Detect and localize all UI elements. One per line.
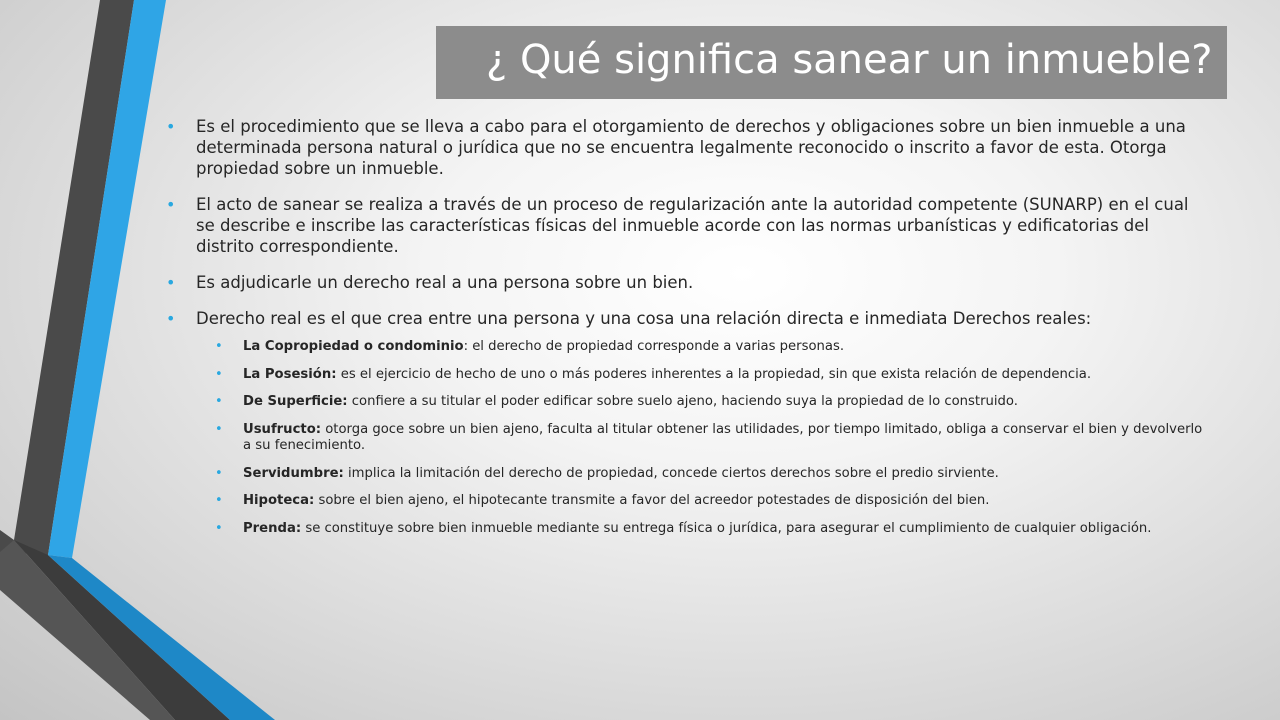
bullet-dot-icon: • bbox=[166, 273, 176, 292]
sub-bullet-text: implica la limitación del derecho de propiedad, concede ciertos derechos sobre el predio sirviente. bbox=[343, 465, 999, 481]
sub-bullet-text: : el derecho de propiedad corresponde a varias personas. bbox=[463, 339, 845, 354]
sub-bullet-text: confiere a su titular el poder edificar sobre suelo ajeno, haciendo suya la propiedad de lo construido. bbox=[347, 394, 1018, 409]
sub-bullet-text: es el ejercicio de hecho de uno o más poderes inherentes a la propiedad, sin que exista relación de dependencia. bbox=[336, 366, 1092, 382]
bullet-item bbox=[160, 116, 1205, 179]
sub-bullet-item bbox=[207, 521, 1205, 538]
bullet-item bbox=[160, 194, 1205, 257]
sub-bullet-term: De Superficie: bbox=[243, 394, 348, 409]
title-bar bbox=[436, 26, 1227, 99]
sub-bullet-term: Servidumbre: bbox=[243, 465, 344, 481]
bullet-dot-icon: • bbox=[215, 366, 223, 382]
sub-bullet-text: se constituye sobre bien inmueble mediante su entrega física o jurídica, para asegurar el cumplimiento de cualquier obligación. bbox=[301, 520, 1152, 536]
bullet-text: El acto de sanear se realiza a través de un proceso de regularización ante la autoridad competente (SUNARP) en el cual se describe e inscribe las características físicas del inmueble acorde con las normas urbanísticas y edificatorias del distrito correspondiente. bbox=[196, 195, 1189, 256]
sub-bullet-text: sobre el bien ajeno, el hipotecante transmite a favor del acreedor potestades de disposición del bien. bbox=[314, 493, 990, 508]
bullet-dot-icon: • bbox=[215, 465, 223, 481]
bullet-dot-icon: • bbox=[215, 493, 223, 508]
sub-bullet-term: La Copropiedad o condominio bbox=[243, 339, 464, 354]
sub-bullet-list bbox=[207, 339, 1205, 537]
sub-bullet-term: Usufructo: bbox=[243, 421, 322, 437]
sub-bullet-term: Prenda: bbox=[243, 520, 302, 536]
sub-bullet-term: Hipoteca: bbox=[243, 493, 315, 508]
bullet-text: Derecho real es el que crea entre una persona y una cosa una relación directa e inmediata Derechos reales: bbox=[196, 309, 1092, 328]
sub-bullet-item bbox=[207, 422, 1205, 455]
sub-bullet-item bbox=[207, 493, 1205, 510]
slide-content bbox=[160, 116, 1205, 548]
sub-bullet-term: La Posesión: bbox=[243, 366, 337, 382]
bullet-item bbox=[160, 308, 1205, 329]
sub-bullet-text: otorga goce sobre un bien ajeno, faculta al titular obtener las utilidades, por tiempo limitado, obliga a conservar el bien y devolverlo a su fenecimiento. bbox=[243, 421, 1203, 453]
bullet-dot-icon: • bbox=[166, 309, 176, 328]
bullet-item bbox=[160, 272, 1205, 293]
slide-title: ¿ Qué significa sanear un inmueble? bbox=[486, 37, 1213, 83]
sub-bullet-item bbox=[207, 466, 1205, 483]
sub-bullet-item bbox=[207, 367, 1205, 384]
bullet-dot-icon: • bbox=[215, 394, 223, 409]
bullet-dot-icon: • bbox=[215, 520, 223, 536]
bullet-dot-icon: • bbox=[166, 117, 176, 136]
sub-bullet-item bbox=[207, 394, 1205, 411]
bullet-text: Es adjudicarle un derecho real a una persona sobre un bien. bbox=[196, 273, 694, 292]
bullet-dot-icon: • bbox=[215, 421, 223, 437]
bullet-dot-icon: • bbox=[215, 339, 223, 354]
bullet-text: Es el procedimiento que se lleva a cabo para el otorgamiento de derechos y obligaciones sobre un bien inmueble a una determinada persona natural o jurídica que no se encuentra legalmente reconocido o inscrito a favor de esta. Otorga propiedad sobre un inmueble. bbox=[196, 117, 1186, 178]
sub-bullet-item bbox=[207, 339, 1205, 356]
bullet-dot-icon: • bbox=[166, 195, 176, 214]
